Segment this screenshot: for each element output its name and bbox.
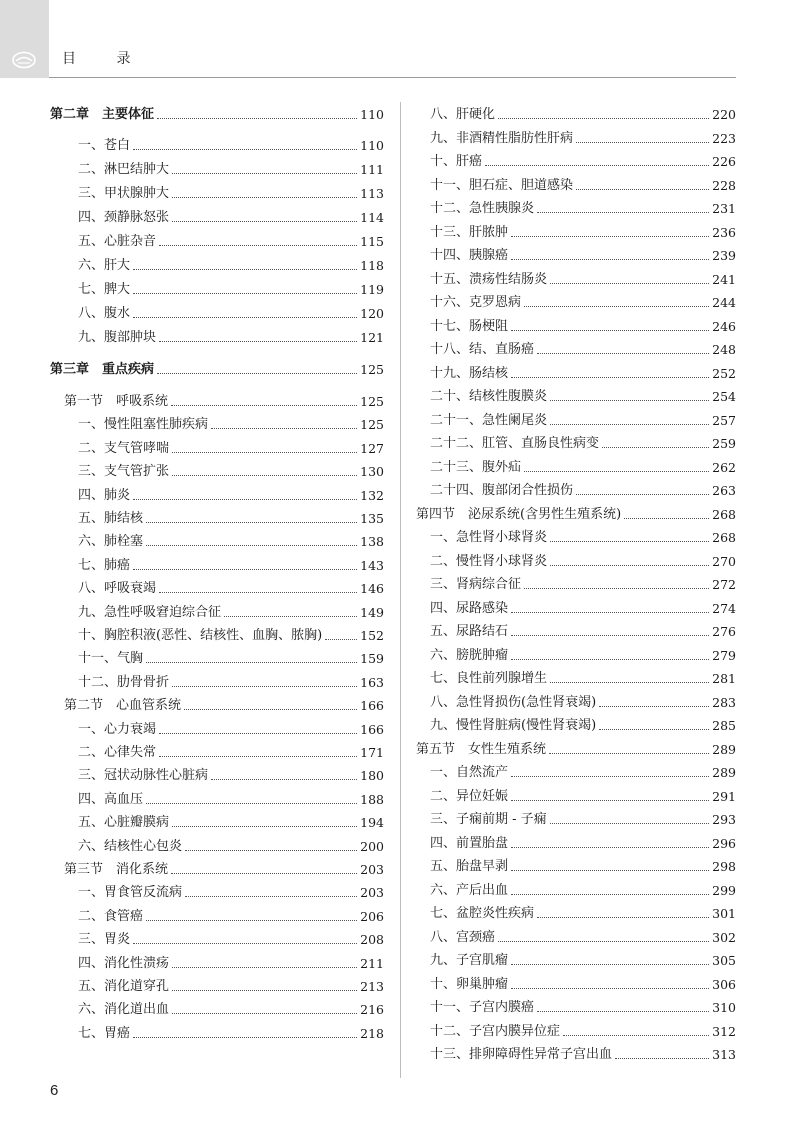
toc-entry-title: 十四、胰腺癌	[430, 248, 509, 263]
toc-entry-title: 十、肝癌	[430, 154, 483, 169]
toc-entry-page: 259	[712, 436, 736, 451]
toc-entry-page: 285	[712, 718, 736, 733]
toc-entry	[430, 342, 736, 358]
dot-leader	[511, 776, 709, 777]
toc-entry-page: 200	[360, 838, 384, 854]
toc-entry-title: 六、结核性心包炎	[78, 838, 183, 854]
toc-entry	[430, 248, 736, 264]
toc-entry-title: 七、良性前列腺增生	[430, 671, 548, 686]
toc-entry	[430, 977, 736, 993]
toc-entry-title: 十一、子宫内膜癌	[430, 1000, 535, 1015]
dot-leader	[576, 142, 709, 143]
dot-leader	[524, 471, 709, 472]
dot-leader	[550, 283, 709, 284]
toc-entry-title: 二、异位妊娠	[430, 788, 509, 804]
toc-entry-title: 六、消化道出血	[78, 1002, 170, 1018]
toc-entry-title: 九、慢性肾脏病(慢性肾衰竭)	[430, 718, 597, 733]
toc-entry	[430, 953, 736, 969]
toc-entry-title: 第三章 重点疾病	[50, 362, 155, 377]
toc-entry-title: 七、盆腔炎性疾病	[430, 906, 535, 921]
dot-leader	[511, 659, 709, 660]
toc-entry-title: 第三节 消化系统	[64, 862, 169, 877]
toc-entry-page: 180	[360, 768, 384, 784]
dot-leader	[550, 400, 709, 401]
toc-entry-page: 298	[712, 859, 736, 874]
toc-entry	[430, 1047, 736, 1063]
toc-entry-page: 211	[360, 955, 384, 971]
toc-entry-page: 115	[360, 234, 384, 249]
toc-entry-page: 301	[712, 906, 736, 921]
dot-leader	[615, 1058, 709, 1059]
toc-entry-title: 十五、溃疡性结肠炎	[430, 271, 548, 287]
toc-entry-title: 一、慢性阻塞性肺疾病	[78, 417, 209, 433]
toc-entry	[430, 530, 736, 546]
toc-entry-title: 三、子痫前期 - 子痫	[430, 812, 547, 827]
dot-leader	[511, 988, 709, 989]
toc-entry-title: 十九、肠结核	[430, 365, 509, 381]
toc-entry-title: 五、心脏瓣膜病	[78, 815, 170, 831]
toc-entry-title: 六、膀胱肿瘤	[430, 647, 509, 663]
toc-entry	[430, 624, 736, 640]
toc-entry-page: 236	[712, 224, 736, 240]
toc-entry	[430, 225, 736, 241]
toc-entry	[430, 436, 736, 452]
toc-entry-page: 257	[712, 412, 736, 428]
dot-leader	[576, 494, 709, 495]
toc-entry-title: 第二章 主要体征	[50, 107, 155, 122]
toc-entry-title: 十二、肋骨骨折	[78, 674, 170, 690]
toc-entry	[430, 671, 736, 687]
dot-leader	[563, 1035, 709, 1036]
toc-entry-page: 239	[712, 248, 736, 263]
toc-entry	[430, 295, 736, 311]
toc-entry-title: 十二、子宫内膜异位症	[430, 1023, 561, 1039]
dot-leader	[576, 189, 709, 190]
toc-entry	[430, 648, 736, 664]
toc-entry-page: 296	[712, 835, 736, 851]
toc-entry-title: 四、肺炎	[78, 487, 131, 503]
toc-entry-title: 第四节 泌尿系统(含男性生殖系统)	[416, 506, 622, 522]
toc-entry	[430, 107, 736, 123]
toc-entry-title: 四、颈静脉怒张	[78, 210, 170, 225]
toc-entry-page: 208	[360, 932, 384, 948]
toc-entry-page: 262	[712, 459, 736, 475]
toc-entry-title: 三、肾病综合征	[430, 577, 522, 592]
toc-entry-title: 十六、克罗恩病	[430, 295, 522, 310]
toc-entry-page: 138	[360, 534, 384, 550]
toc-entry-page: 252	[712, 365, 736, 381]
page-number: 6	[50, 1082, 59, 1099]
toc-entry	[430, 836, 736, 852]
toc-entry-title: 二、心律失常	[78, 745, 157, 760]
toc-entry	[430, 154, 736, 170]
toc-entry	[430, 695, 736, 711]
page-header-title: 目 录	[62, 51, 149, 67]
toc-entry-title: 第二节 心血管系统	[64, 698, 182, 714]
toc-entry-title: 五、肺结核	[78, 511, 144, 526]
toc-entry-title: 三、支气管扩张	[78, 464, 170, 480]
toc-entry-title: 二、淋巴结肿大	[78, 162, 170, 177]
toc-entry-page: 281	[712, 671, 736, 686]
toc-entry	[430, 1024, 736, 1040]
toc-entry	[430, 883, 736, 899]
dot-leader	[550, 541, 709, 542]
dot-leader	[511, 964, 709, 965]
toc-entry-page: 248	[712, 342, 736, 357]
toc-section	[416, 742, 736, 758]
dot-leader	[485, 165, 709, 166]
toc-entry-title: 六、肝大	[78, 258, 131, 273]
toc-entry	[430, 554, 736, 570]
dot-leader	[511, 635, 709, 636]
dot-leader	[524, 588, 709, 589]
toc-entry-page: 125	[360, 417, 384, 433]
dot-leader	[537, 917, 709, 918]
toc-entry-title: 七、脾大	[78, 282, 131, 297]
toc-entry-title: 九、腹部肿块	[78, 330, 157, 345]
toc-entry-title: 二十、结核性腹膜炎	[430, 389, 548, 404]
toc-entry-page: 121	[360, 330, 384, 345]
toc-entry-page: 149	[360, 604, 384, 620]
toc-entry	[430, 201, 736, 217]
toc-entry-title: 十二、急性胰腺炎	[430, 201, 535, 216]
dot-leader	[537, 1011, 709, 1012]
toc-entry-page: 268	[712, 530, 736, 545]
toc-entry-title: 九、子宫肌瘤	[430, 953, 509, 968]
dot-leader	[599, 706, 709, 707]
toc-entry-title: 五、消化道穿孔	[78, 979, 170, 994]
toc-entry-title: 八、肝硬化	[430, 107, 496, 122]
toc-entry-title: 二十二、肛管、直肠良性病变	[430, 436, 600, 451]
toc-entry-title: 第一节 呼吸系统	[64, 394, 169, 409]
toc-entry-title: 一、自然流产	[430, 765, 509, 780]
toc-entry	[430, 319, 736, 335]
toc-entry-title: 四、尿路感染	[430, 600, 509, 616]
toc-entry	[430, 460, 736, 476]
toc-entry	[430, 483, 736, 499]
toc-entry-title: 三、胃炎	[78, 932, 131, 948]
toc-entry-page: 246	[712, 318, 736, 334]
toc-entry-page: 306	[712, 976, 736, 992]
toc-entry-page: 111	[360, 162, 384, 177]
toc-entry-title: 十一、气胸	[78, 651, 144, 667]
toc-entry-page: 143	[360, 557, 384, 573]
toc-entry-title: 一、急性肾小球肾炎	[430, 530, 548, 545]
dot-leader	[511, 330, 709, 331]
toc-entry-title: 十、卵巢肿瘤	[430, 976, 509, 992]
toc-entry-page: 263	[712, 483, 736, 498]
toc-entry-page: 293	[712, 812, 736, 827]
toc-entry-title: 三、甲状腺肿大	[78, 186, 170, 201]
toc-entry-title: 八、宫颈癌	[430, 929, 496, 945]
toc-entry-page: 166	[360, 721, 384, 737]
toc-entry-title: 五、心脏杂音	[78, 234, 157, 249]
toc-entry-page: 299	[712, 882, 736, 898]
dot-leader	[498, 941, 709, 942]
toc-entry	[430, 718, 736, 734]
toc-entry-page: 276	[712, 624, 736, 639]
toc-entry-page: 226	[712, 154, 736, 169]
toc-entry-title: 六、肺栓塞	[78, 534, 144, 550]
toc-entry-title: 一、苍白	[78, 138, 131, 153]
toc-entry-page: 228	[712, 177, 736, 193]
toc-entry-page: 291	[712, 788, 736, 804]
toc-entry-page: 135	[360, 511, 384, 526]
toc-entry-page: 163	[360, 674, 384, 690]
toc-entry-title: 七、胃癌	[78, 1025, 131, 1041]
dot-leader	[511, 259, 709, 260]
toc-entry-page: 289	[712, 741, 736, 757]
dot-leader	[602, 447, 709, 448]
toc-entry	[430, 366, 736, 382]
toc-entry-page: 146	[360, 581, 384, 597]
dot-leader	[524, 306, 709, 307]
dot-leader	[624, 518, 709, 519]
toc-entry	[430, 812, 736, 828]
toc-entry-title: 十七、肠梗阻	[430, 318, 509, 334]
toc-entry	[430, 577, 736, 593]
toc-entry	[430, 272, 736, 288]
toc-entry-title: 八、呼吸衰竭	[78, 581, 157, 597]
toc-entry-title: 四、前置胎盘	[430, 835, 509, 851]
toc-entry-title: 八、腹水	[78, 306, 131, 321]
toc-entry-page: 289	[712, 765, 736, 780]
toc-entry-page: 312	[712, 1023, 736, 1039]
toc-entry-title: 七、肺癌	[78, 557, 131, 573]
toc-entry-page: 283	[712, 694, 736, 710]
toc-entry-page: 119	[360, 282, 384, 297]
toc-entry-title: 二十三、腹外疝	[430, 459, 522, 475]
toc-entry-title: 三、冠状动脉性心脏病	[78, 768, 209, 784]
toc-entry-page: 159	[360, 651, 384, 667]
toc-entry-page: 110	[360, 138, 384, 153]
dot-leader	[511, 612, 709, 613]
toc-entry-page: 206	[360, 908, 384, 924]
toc-entry-page: 127	[360, 440, 384, 456]
dot-leader	[511, 800, 709, 801]
toc-entry-page: 272	[712, 577, 736, 592]
toc-entry-title: 二十一、急性阑尾炎	[430, 412, 548, 428]
dot-leader	[550, 682, 709, 683]
toc-entry-page: 313	[712, 1047, 736, 1062]
toc-entry-page: 113	[360, 186, 384, 201]
toc-entry-page: 132	[360, 487, 384, 503]
toc-entry-page: 130	[360, 464, 384, 480]
toc-entry-page: 118	[360, 258, 384, 273]
toc-entry	[430, 178, 736, 194]
toc-entry	[430, 1000, 736, 1016]
toc-entry-page: 302	[712, 929, 736, 945]
toc-entry-title: 二、食管癌	[78, 908, 144, 924]
dot-leader	[511, 377, 709, 378]
toc-entry-page: 223	[712, 130, 736, 146]
toc-entry-page: 203	[360, 862, 384, 877]
toc-entry-page: 231	[712, 201, 736, 216]
toc-entry-page: 218	[360, 1025, 384, 1041]
toc-entry-page: 114	[360, 210, 384, 225]
toc-entry-title: 二十四、腹部闭合性损伤	[430, 483, 574, 498]
toc-entry-page: 305	[712, 953, 736, 968]
toc-entry-title: 九、急性呼吸窘迫综合征	[78, 604, 222, 620]
toc-entry	[430, 906, 736, 922]
toc-entry-title: 九、非酒精性脂肪性肝病	[430, 130, 574, 146]
toc-entry-page: 166	[360, 698, 384, 714]
toc-entry-title: 第五节 女性生殖系统	[416, 741, 547, 757]
toc-section	[416, 507, 736, 523]
toc-entry-title: 十三、肝脓肿	[430, 224, 509, 240]
toc-entry-title: 四、消化性溃疡	[78, 955, 170, 971]
dot-leader	[550, 424, 709, 425]
toc-entry-title: 一、胃食管反流病	[78, 885, 183, 901]
toc-entry-title: 五、尿路结石	[430, 624, 509, 639]
toc-entry	[430, 789, 736, 805]
toc-entry	[430, 601, 736, 617]
toc-entry-page: 216	[360, 1002, 384, 1018]
toc-entry-page: 152	[360, 628, 384, 643]
toc-entry-page: 220	[712, 107, 736, 122]
toc-entry-title: 四、高血压	[78, 791, 144, 807]
toc-entry-page: 244	[712, 295, 736, 310]
toc-entry-title: 十一、胆石症、胆道感染	[430, 177, 574, 193]
toc-entry-page: 194	[360, 815, 384, 831]
toc-entry-page: 213	[360, 979, 384, 994]
toc-entry	[430, 765, 736, 781]
dot-leader	[599, 729, 709, 730]
toc-entry-title: 十、胸腔积液(恶性、结核性、血胸、脓胸)	[78, 628, 323, 643]
dot-leader	[498, 118, 709, 119]
toc-entry-page: 254	[712, 389, 736, 404]
toc-entry-title: 十三、排卵障碍性异常子宫出血	[430, 1047, 613, 1062]
toc-entry	[430, 389, 736, 405]
toc-entry-page: 268	[712, 506, 736, 522]
toc-entry-page: 125	[360, 362, 384, 377]
dot-leader	[549, 753, 709, 754]
toc-entry-page: 279	[712, 647, 736, 663]
toc-entry-page: 188	[360, 791, 384, 807]
toc-entry-title: 二、支气管哮喘	[78, 440, 170, 456]
toc-entry-page: 241	[712, 271, 736, 287]
toc-entry-page: 270	[712, 553, 736, 569]
toc-entry-page: 171	[360, 745, 384, 760]
dot-leader	[511, 236, 709, 237]
dot-leader	[537, 353, 709, 354]
toc-entry	[430, 131, 736, 147]
dot-leader	[511, 847, 709, 848]
toc-entry-page: 125	[360, 394, 384, 409]
toc-entry-title: 二、慢性肾小球肾炎	[430, 553, 548, 569]
toc-entry-page: 310	[712, 1000, 736, 1015]
toc-entry-page: 110	[360, 107, 384, 122]
toc-entry	[430, 859, 736, 875]
toc-entry-page: 274	[712, 600, 736, 616]
toc-entry	[430, 413, 736, 429]
toc-entry-title: 五、胎盘早剥	[430, 859, 509, 874]
dot-leader	[511, 894, 709, 895]
toc-entry-page: 203	[360, 885, 384, 901]
dot-leader	[550, 565, 709, 566]
toc-entry	[430, 930, 736, 946]
toc-entry-title: 一、心力衰竭	[78, 721, 157, 737]
toc-entry-title: 六、产后出血	[430, 882, 509, 898]
toc-entry-page: 120	[360, 306, 384, 321]
dot-leader	[537, 212, 709, 213]
dot-leader	[511, 870, 709, 871]
toc-entry-title: 八、急性肾损伤(急性肾衰竭)	[430, 694, 597, 710]
toc-entry-title: 十八、结、直肠癌	[430, 342, 535, 357]
dot-leader	[550, 823, 709, 824]
